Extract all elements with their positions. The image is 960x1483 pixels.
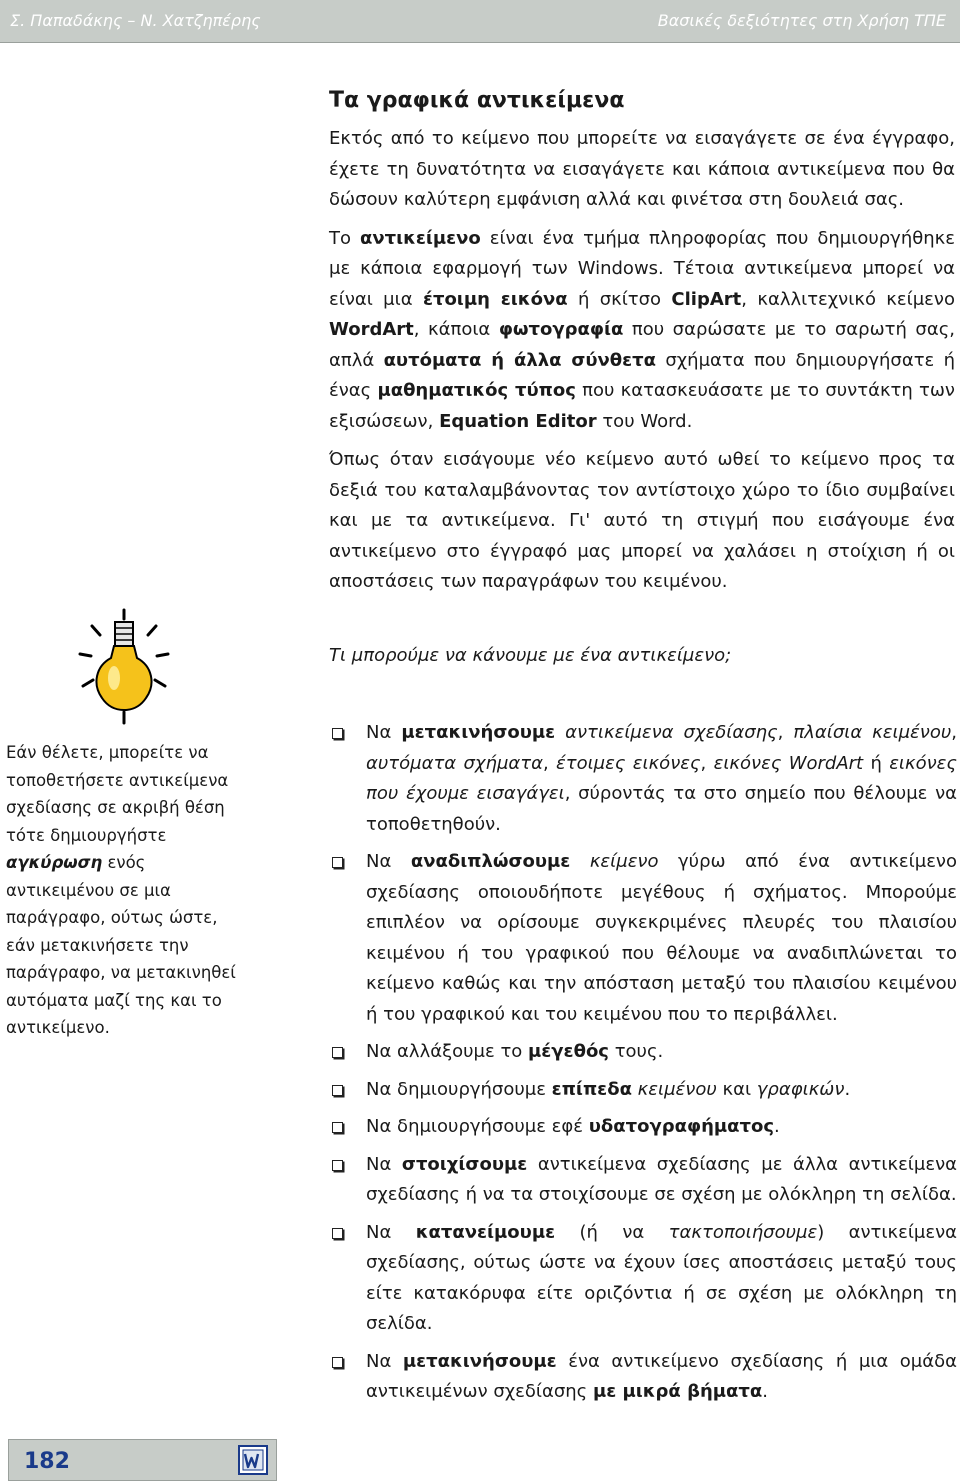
text: που σαρώσατε με το σαρωτή σας, απλά — [329, 319, 955, 371]
checkbox-bullet-icon — [332, 728, 343, 739]
checkbox-bullet-icon — [332, 1160, 343, 1171]
text: και — [716, 1078, 757, 1100]
checkbox-bullet-icon — [332, 1228, 343, 1239]
term: αυτόματα σχήματα — [366, 752, 543, 774]
term: στοιχίσουμε — [401, 1153, 528, 1175]
text: τους. — [608, 1041, 664, 1062]
text: ενός αντικειμένου σε μια παράγραφο, ούτως ώστε, εάν μετακινήσετε την παράγραφο, να μετακινηθεί αυτόματα μαζί της και το αντικείμενο. — [6, 853, 236, 1037]
term-shapes: αυτόματα ή άλλα σύνθετα — [383, 349, 657, 371]
text: , σύροντάς τα στο σημείο που θέλουμε να τοποθετηθούν. — [366, 783, 957, 835]
text: Να — [366, 722, 402, 743]
text: , — [777, 722, 794, 743]
term: γραφικών — [756, 1078, 845, 1100]
page-footer — [8, 1439, 277, 1481]
text: Να — [366, 1350, 403, 1372]
main-section — [329, 86, 955, 606]
lightbulb-icon — [74, 606, 174, 726]
text: Να δημιουργήσουμε εφέ — [366, 1116, 589, 1137]
term-anchoring: αγκύρωση — [6, 853, 103, 872]
term: κείμενο — [589, 851, 659, 872]
list-item — [329, 718, 957, 840]
text: ή σκίτσο — [567, 288, 672, 310]
text: του Word. — [596, 410, 693, 432]
text: ένα αντικείμενο σχεδίασης ή μια ομάδα αντικειμένων σχεδίασης — [366, 1350, 957, 1402]
header-authors: Σ. Παπαδάκης – Ν. Χατζηπέρης — [10, 11, 261, 30]
text: . — [844, 1078, 851, 1100]
text: Να — [366, 1153, 402, 1175]
term-ready-image: έτοιμη εικόνα — [422, 288, 568, 310]
text: (ή να — [555, 1221, 669, 1243]
term: μετακινήσουμε — [401, 722, 556, 743]
text: ή — [863, 752, 890, 774]
paragraph-insertion: Όπως όταν εισάγουμε νέο κείμενο αυτό ωθεί το κείμενο προς τα δεξιά του καταλαμβάνοντας τον αντίστοιχο χώρο το ίδιο συμβαίνει και με τα αντικείμενα. Γι' αυτό τη στιγμή που εισάγουμε ένα αντικείμενο στο έγγραφό μας μπορεί να χαλάσει η στοίχιση ή οι αποστάσεις των παραγράφων του κειμένου. — [329, 449, 955, 592]
header-book-title: Βασικές δεξιότητες στη Χρήση ΤΠΕ — [657, 11, 946, 30]
term: μέγεθός — [528, 1041, 609, 1062]
text: . — [774, 1116, 780, 1137]
term-equation-editor: Equation Editor — [439, 410, 597, 432]
term: υδατογραφήματος — [588, 1116, 775, 1137]
text: Το — [329, 227, 360, 249]
text: . — [762, 1381, 768, 1402]
term: μετακινήσουμε — [402, 1350, 557, 1372]
term: κειμένου — [637, 1078, 717, 1100]
checkbox-bullet-icon — [332, 1047, 343, 1058]
term-photo: φωτογραφία — [498, 319, 624, 340]
side-note — [6, 739, 240, 1042]
word-icon — [238, 1445, 268, 1475]
term: εικόνες WordArt — [713, 752, 864, 774]
text: είναι ένα τμήμα πληροφορίας που δημιουργήθηκε με κάποια εφαρμογή των Windows. Τέτοια αντικείμενα μπορεί να είναι μια — [329, 227, 955, 310]
term-wordart: WordArt — [329, 319, 414, 340]
list-item — [329, 1037, 957, 1068]
text: σχήματα που δημιουργήσατε ή ένας — [329, 349, 955, 401]
checkbox-bullet-icon — [332, 1085, 343, 1096]
text — [570, 851, 590, 872]
term-clipart: ClipArt — [671, 288, 742, 310]
paragraph-intro: Εκτός από το κείμενο που μπορείτε να εισαγάγετε σε ένα έγγραφο, έχετε τη δυνατότητα να εισαγάγετε και κάποια αντικείμενα που θα δώσουν καλύτερη εμφάνιση αλλά και φινέτσα στη δουλειά σας. — [329, 128, 955, 210]
text: αντικείμενα σχεδίασης με άλλα αντικείμενα σχεδίασης ή να τα στοιχίσουμε σε σχέση με ολόκληρη τη σελίδα. — [366, 1153, 957, 1205]
term: αναδιπλώσουμε — [410, 851, 571, 872]
term: επίπεδα — [551, 1078, 632, 1100]
term: με μικρά βήματα — [592, 1381, 763, 1402]
text: Να — [366, 851, 411, 872]
checkbox-bullet-icon — [332, 1357, 343, 1368]
text: γύρω από ένα αντικείμενο σχεδίασης οποιουδήποτε μεγέθους ή σχήματος. Μπορούμε επιπλέον να ορίσουμε συγκεκριμένες πλευρές του πλαισίου κειμένου ή του γραφικού που θέλουμε να αναδιπλώνεται το κείμενο καθώς και την απόσταση μεταξύ του πλαισίου κειμένου ή του γραφικού και του κειμένου που το περιβάλλει. — [366, 851, 957, 1025]
list-item — [329, 1075, 957, 1106]
term: εικόνες που έχουμε εισαγάγει — [366, 752, 957, 804]
capabilities-list — [329, 718, 957, 1415]
term: πλαίσια κειμένου — [793, 722, 952, 743]
page-header — [0, 0, 960, 43]
list-item — [329, 1150, 957, 1211]
section-title: Τα γραφικά αντικείμενα — [329, 88, 625, 113]
term-formula: μαθηματικός τύπος — [377, 380, 576, 401]
term-object: αντικείμενο — [359, 227, 481, 249]
text: , καλλιτεχνικό κείμενο — [741, 288, 955, 310]
text: , κάποια — [413, 319, 499, 340]
list-item — [329, 1112, 957, 1143]
checkbox-bullet-icon — [332, 857, 343, 868]
term: έτοιμες εικόνες — [556, 752, 701, 774]
checkbox-bullet-icon — [332, 1122, 343, 1133]
text: ) αντικείμενα σχεδίασης, ούτως ώστε να έχουν ίσες αποστάσεις μεταξύ τους είτε κατακόρυφα είτε οριζόντια ή σε σχέση με ολόκληρη τη σελίδα. — [366, 1221, 958, 1334]
term: κατανείμουμε — [415, 1221, 556, 1243]
term: τακτοποιήσουμε — [668, 1221, 818, 1243]
text: , — [951, 722, 957, 743]
text: , — [700, 752, 714, 774]
page-number: 182 — [24, 1449, 70, 1474]
subtitle-question: Τι μπορούμε να κάνουμε με ένα αντικείμενο; — [329, 645, 732, 666]
text: , — [542, 752, 557, 774]
text — [555, 722, 565, 743]
list-item — [329, 1347, 957, 1408]
text: Να δημιουργήσουμε — [366, 1078, 552, 1100]
paragraph-objects — [329, 224, 955, 438]
list-item — [329, 847, 957, 1030]
text: Να αλλάξουμε το — [366, 1041, 529, 1062]
list-item — [329, 1218, 957, 1340]
text: Εάν θέλετε, μπορείτε να τοποθετήσετε αντικείμενα σχεδίασης σε ακριβή θέση τότε δημιουργήστε — [6, 743, 229, 845]
term: αντικείμενα σχεδίασης — [565, 722, 778, 743]
text: που κατασκευάσατε με το συντάκτη των εξισώσεων, — [329, 380, 955, 432]
text: Να — [366, 1221, 416, 1243]
